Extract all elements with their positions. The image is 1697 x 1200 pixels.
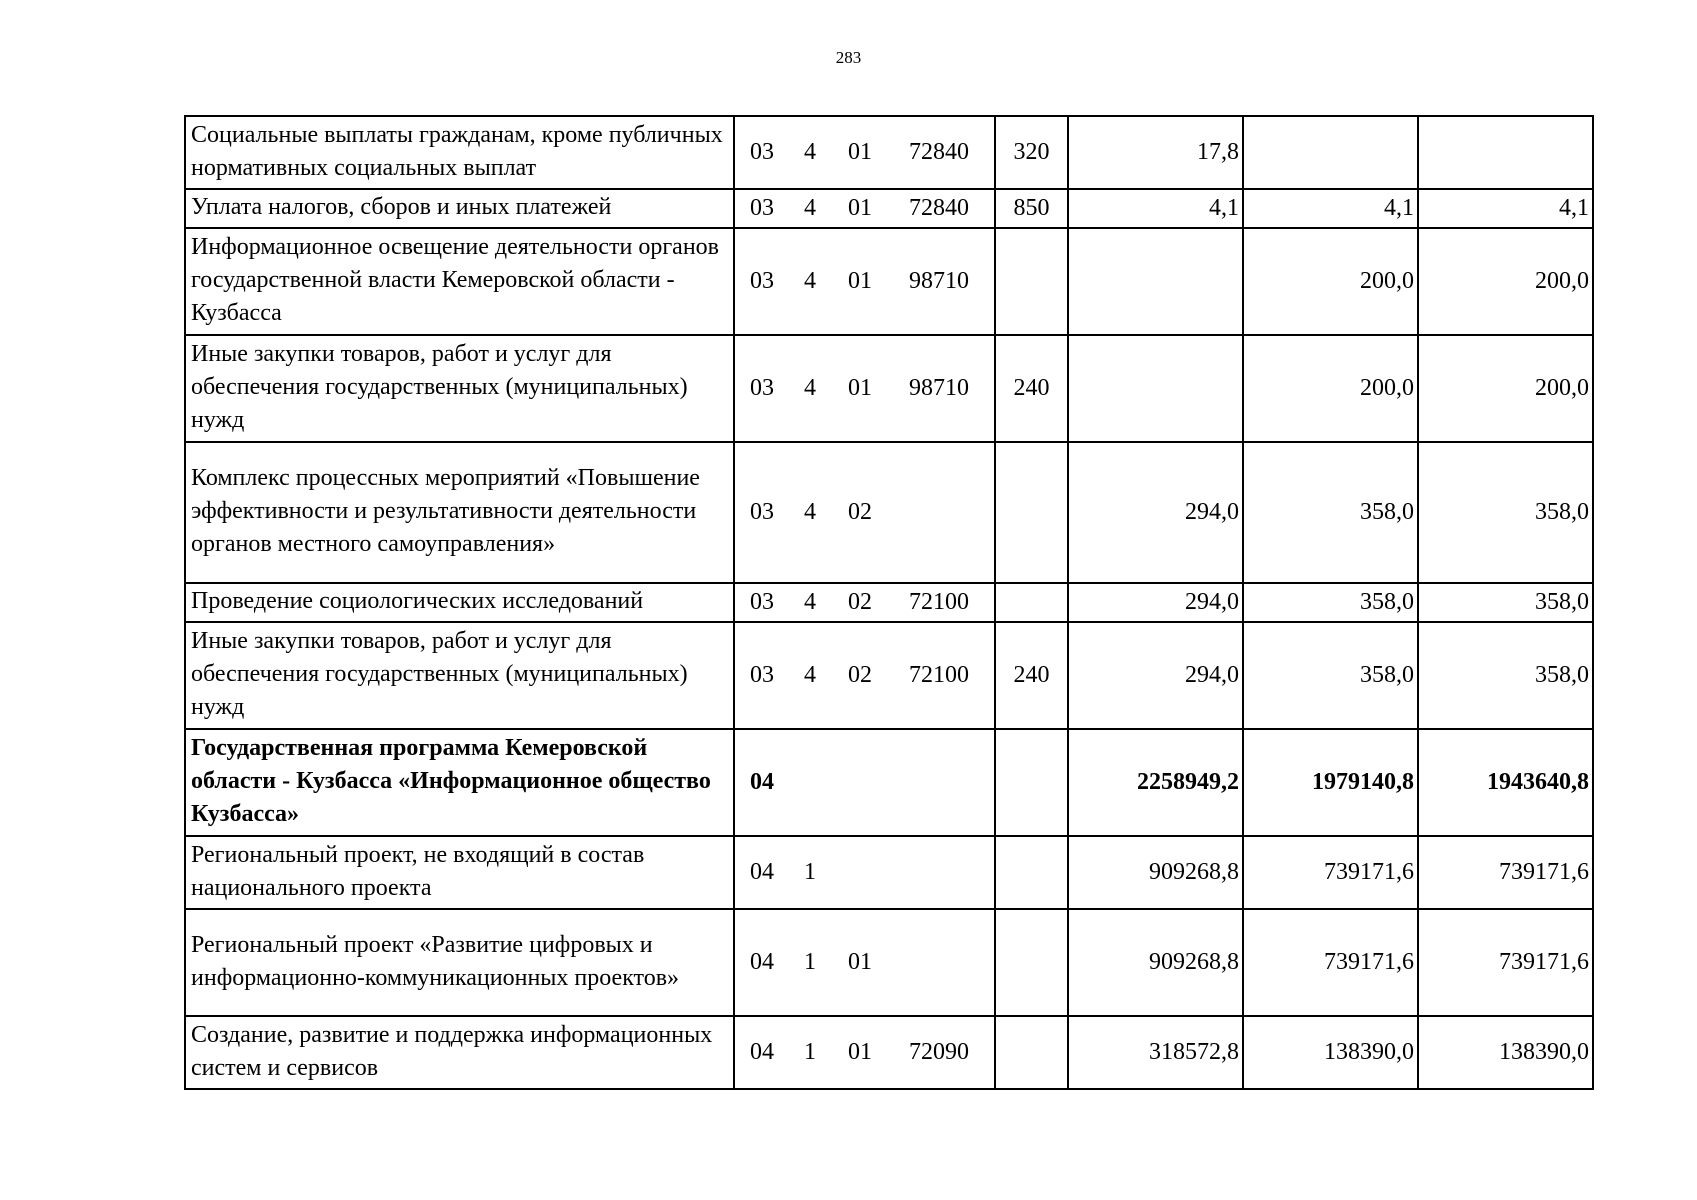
table-row — [185, 228, 1593, 335]
code-direction: 72100 — [909, 662, 969, 688]
amount-year-2: 200,0 — [1243, 335, 1418, 442]
amount-year-3: 200,0 — [1418, 228, 1593, 335]
code-event: 01 — [848, 139, 872, 165]
row-name: Комплекс процессных мероприятий «Повышение эффективности и результативности деятельности органов местного самоуправления» — [185, 442, 734, 583]
code-program: 03 — [750, 195, 774, 221]
target-article-code — [734, 909, 995, 1016]
code-program: 03 — [750, 662, 774, 688]
amount-year-3: 739171,6 — [1418, 909, 1593, 1016]
code-direction: 98710 — [909, 375, 969, 401]
table-row — [185, 729, 1593, 836]
expense-type-code — [995, 909, 1068, 1016]
expense-type-code — [995, 836, 1068, 909]
code-event: 02 — [848, 499, 872, 525]
amount-year-2: 358,0 — [1243, 442, 1418, 583]
target-article-code — [734, 622, 995, 729]
code-direction: 98710 — [909, 268, 969, 294]
code-subprogram: 4 — [804, 589, 816, 615]
expense-type-code: 240 — [995, 622, 1068, 729]
table-row — [185, 836, 1593, 909]
amount-year-3: 4,1 — [1418, 189, 1593, 228]
row-name: Иные закупки товаров, работ и услуг для обеспечения государственных (муниципальных) нужд — [185, 335, 734, 442]
row-name: Социальные выплаты гражданам, кроме публичных нормативных социальных выплат — [185, 116, 734, 189]
target-article-code — [734, 1016, 995, 1089]
amount-year-3: 138390,0 — [1418, 1016, 1593, 1089]
code-subprogram: 4 — [804, 195, 816, 221]
code-event: 01 — [848, 375, 872, 401]
amount-year-2: 4,1 — [1243, 189, 1418, 228]
amount-year-2: 200,0 — [1243, 228, 1418, 335]
code-program: 04 — [750, 769, 774, 795]
expense-type-code — [995, 729, 1068, 836]
table-row — [185, 189, 1593, 228]
table-row — [185, 1016, 1593, 1089]
target-article-code — [734, 836, 995, 909]
table-row — [185, 909, 1593, 1016]
row-name: Иные закупки товаров, работ и услуг для обеспечения государственных (муниципальных) нужд — [185, 622, 734, 729]
amount-year-3: 739171,6 — [1418, 836, 1593, 909]
budget-table — [184, 115, 1594, 1090]
expense-type-code: 850 — [995, 189, 1068, 228]
target-article-code — [734, 228, 995, 335]
code-subprogram: 4 — [804, 499, 816, 525]
amount-year-2: 1979140,8 — [1243, 729, 1418, 836]
code-program: 04 — [750, 1039, 774, 1065]
code-program: 03 — [750, 268, 774, 294]
table-row — [185, 622, 1593, 729]
expense-type-code — [995, 442, 1068, 583]
amount-year-1: 294,0 — [1068, 622, 1243, 729]
row-name: Проведение социологических исследований — [185, 583, 734, 622]
code-event: 01 — [848, 268, 872, 294]
amount-year-1: 2258949,2 — [1068, 729, 1243, 836]
target-article-code — [734, 116, 995, 189]
amount-year-3: 200,0 — [1418, 335, 1593, 442]
code-event: 02 — [848, 589, 872, 615]
row-name: Информационное освещение деятельности органов государственной власти Кемеровской области - Кузбасса — [185, 228, 734, 335]
code-program: 03 — [750, 499, 774, 525]
code-direction: 72100 — [909, 589, 969, 615]
code-subprogram: 4 — [804, 139, 816, 165]
code-event: 01 — [848, 195, 872, 221]
target-article-code — [734, 583, 995, 622]
code-program: 03 — [750, 139, 774, 165]
budget-table-body — [185, 116, 1593, 1089]
table-row — [185, 335, 1593, 442]
expense-type-code — [995, 228, 1068, 335]
amount-year-1: 318572,8 — [1068, 1016, 1243, 1089]
amount-year-2: 358,0 — [1243, 622, 1418, 729]
amount-year-1 — [1068, 228, 1243, 335]
code-direction: 72840 — [909, 195, 969, 221]
code-event: 01 — [848, 1039, 872, 1065]
expense-type-code: 240 — [995, 335, 1068, 442]
code-direction: 72090 — [909, 1039, 969, 1065]
row-name: Государственная программа Кемеровской области - Кузбасса «Информационное общество Кузбасса» — [185, 729, 734, 836]
code-program: 03 — [750, 589, 774, 615]
amount-year-3: 1943640,8 — [1418, 729, 1593, 836]
code-subprogram: 4 — [804, 268, 816, 294]
amount-year-3: 358,0 — [1418, 583, 1593, 622]
code-program: 03 — [750, 375, 774, 401]
amount-year-3 — [1418, 116, 1593, 189]
expense-type-code — [995, 583, 1068, 622]
amount-year-2 — [1243, 116, 1418, 189]
amount-year-1: 17,8 — [1068, 116, 1243, 189]
code-subprogram: 1 — [804, 859, 816, 885]
target-article-code — [734, 442, 995, 583]
amount-year-1: 909268,8 — [1068, 909, 1243, 1016]
code-subprogram: 4 — [804, 662, 816, 688]
row-name: Региональный проект, не входящий в состав национального проекта — [185, 836, 734, 909]
code-subprogram: 4 — [804, 375, 816, 401]
code-event: 01 — [848, 949, 872, 975]
table-row — [185, 583, 1593, 622]
amount-year-3: 358,0 — [1418, 622, 1593, 729]
table-row — [185, 442, 1593, 583]
amount-year-1: 909268,8 — [1068, 836, 1243, 909]
expense-type-code — [995, 1016, 1068, 1089]
target-article-code — [734, 335, 995, 442]
amount-year-2: 138390,0 — [1243, 1016, 1418, 1089]
code-program: 04 — [750, 949, 774, 975]
code-program: 04 — [750, 859, 774, 885]
row-name: Создание, развитие и поддержка информационных систем и сервисов — [185, 1016, 734, 1089]
amount-year-2: 358,0 — [1243, 583, 1418, 622]
amount-year-1: 4,1 — [1068, 189, 1243, 228]
expense-type-code: 320 — [995, 116, 1068, 189]
page-number: 283 — [835, 48, 862, 67]
amount-year-1: 294,0 — [1068, 583, 1243, 622]
table-row — [185, 116, 1593, 189]
amount-year-1 — [1068, 335, 1243, 442]
amount-year-2: 739171,6 — [1243, 909, 1418, 1016]
amount-year-3: 358,0 — [1418, 442, 1593, 583]
amount-year-1: 294,0 — [1068, 442, 1243, 583]
target-article-code — [734, 729, 995, 836]
code-direction: 72840 — [909, 139, 969, 165]
row-name: Уплата налогов, сборов и иных платежей — [185, 189, 734, 228]
code-subprogram: 1 — [804, 949, 816, 975]
code-subprogram: 1 — [804, 1039, 816, 1065]
target-article-code — [734, 189, 995, 228]
row-name: Региональный проект «Развитие цифровых и информационно-коммуникационных проектов» — [185, 909, 734, 1016]
code-event: 02 — [848, 662, 872, 688]
amount-year-2: 739171,6 — [1243, 836, 1418, 909]
